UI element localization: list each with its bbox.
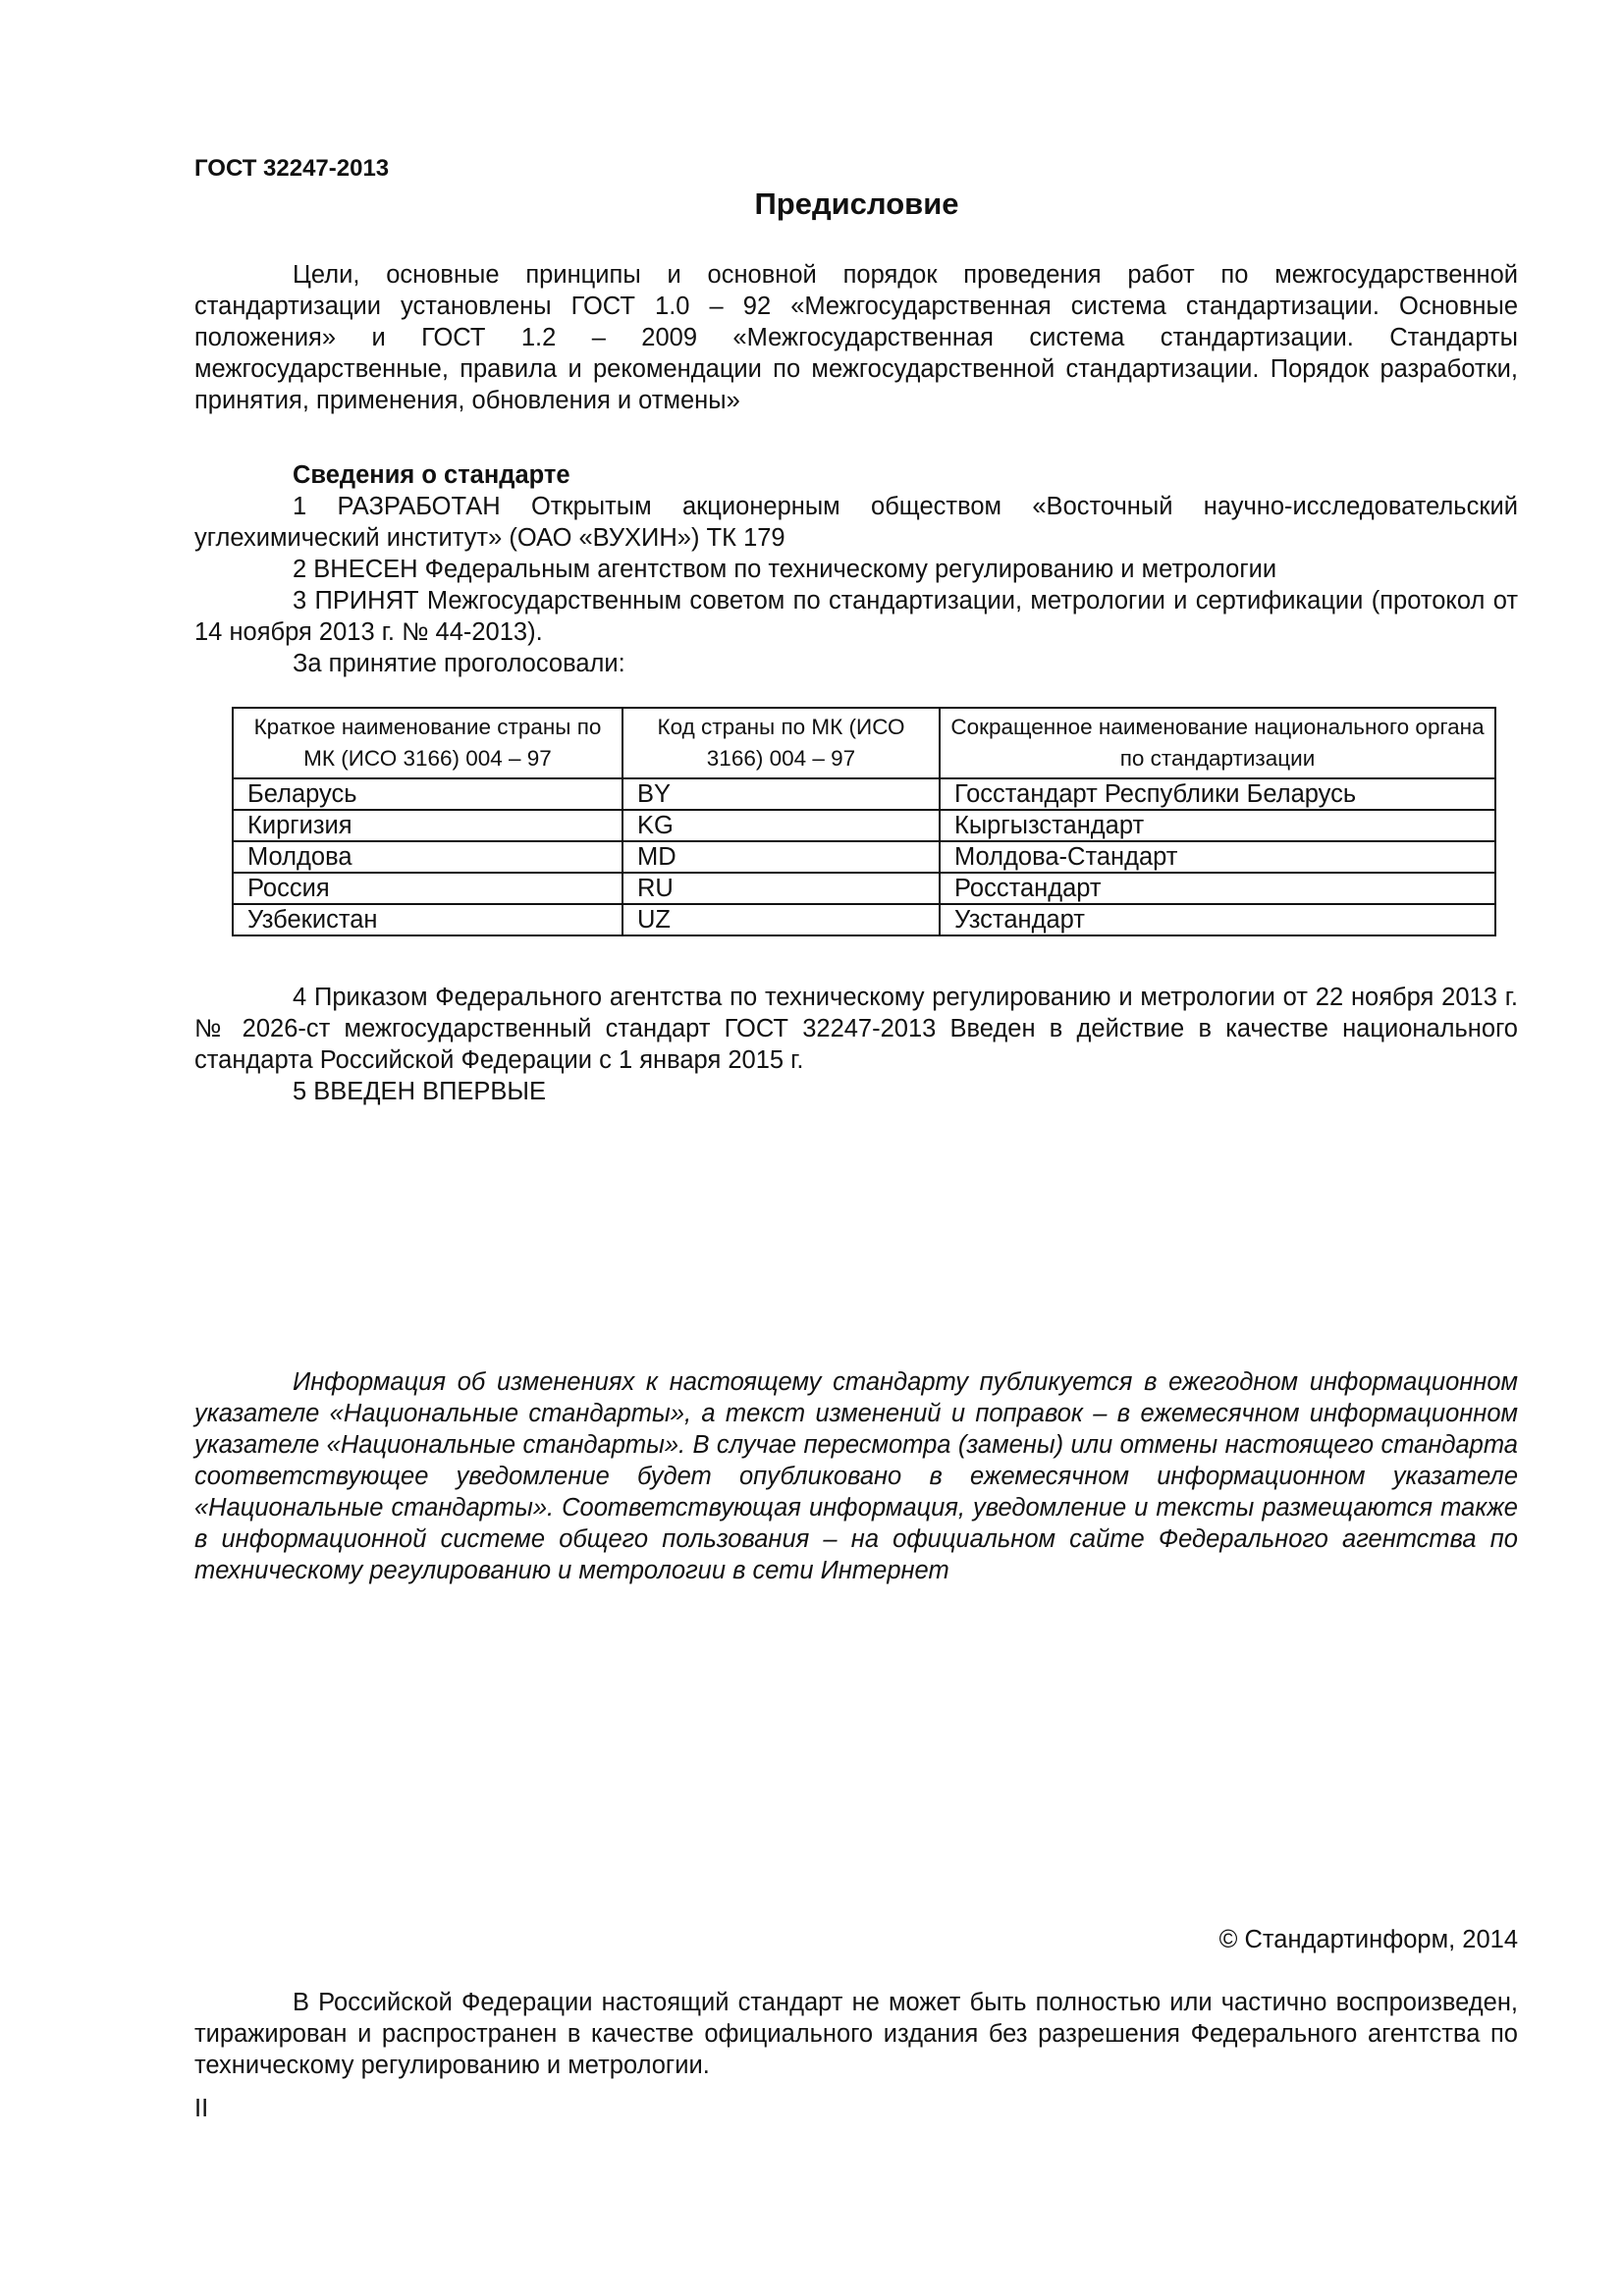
info-item-5: 5 ВВЕДЕН ВПЕРВЫЕ: [293, 1078, 547, 1105]
info-item-2: 2 ВНЕСЕН Федеральным агентством по техническому регулированию и метрологии: [293, 556, 1277, 583]
country-code: UZ: [622, 904, 940, 935]
standards-body: Молдова-Стандарт: [940, 841, 1495, 873]
country-name: Киргизия: [233, 810, 622, 841]
page-title: Предисловие: [754, 187, 959, 221]
table-header-row: [233, 708, 1495, 778]
country-code: BY: [622, 778, 940, 810]
standards-body: Росстандарт: [940, 873, 1495, 904]
gost-code: ГОСТ 32247-2013: [194, 155, 390, 182]
info-item-3: 3 ПРИНЯТ Межгосударственным советом по стандартизации, метрологии и сертификации (протокол от 14 ноября 2013 г. № 44-2013).: [194, 587, 1518, 646]
header-standards-body: Сокращенное наименование национального органа по стандартизации: [940, 708, 1495, 778]
standard-info-heading: Сведения о стандарте: [293, 461, 570, 489]
table-row: [233, 904, 1495, 935]
table-row: [233, 778, 1495, 810]
table-row: [233, 810, 1495, 841]
standards-body: Узстандарт: [940, 904, 1495, 935]
country-code: RU: [622, 873, 940, 904]
info-item-4: 4 Приказом Федерального агентства по техническому регулированию и метрологии от 22 ноября 2013 г. № 2026-ст межгосударственный стандарт ГОСТ 32247-2013 Введен в действие в качестве национального стандарта Российской Федерации с 1 января 2015 г.: [194, 984, 1518, 1074]
info-item-1: 1 РАЗРАБОТАН Открытым акционерным обществом «Восточный научно-исследовательский углехимический институт» (ОАО «ВУХИН») ТК 179: [194, 493, 1518, 552]
country-name: Россия: [233, 873, 622, 904]
changes-notice: Информация об изменениях к настоящему стандарту публикуется в ежегодном информационном указателе «Национальные стандарты», а текст изменений и поправок – в ежемесячном информационном указателе «Национальные стандарты». В случае пересмотра (замены) или отмены настоящего стандарта соответствующее уведомление будет опубликовано в ежемесячном информационном указателе «Национальные стандарты». Соответствующая информация, уведомление и тексты размещаются также в информационной системе общего пользования – на официальном сайте Федерального агентства по техническому регулированию и метрологии в сети Интернет: [194, 1368, 1518, 1584]
country-code: MD: [622, 841, 940, 873]
intro-paragraph: Цели, основные принципы и основной порядок проведения работ по межгосударственной стандартизации установлены ГОСТ 1.0 – 92 «Межгосударственная система стандартизации. Основные положения» и ГОСТ 1.2 – 2009 «Межгосударственная система стандартизации. Стандарты межгосударственные, правила и рекомендации по межгосударственной стандартизации. Порядок разработки, принятия, применения, обновления и отмены»: [194, 261, 1518, 414]
country-name: Беларусь: [233, 778, 622, 810]
country-name: Молдова: [233, 841, 622, 873]
voting-table: [232, 707, 1496, 936]
header-country-code: Код страны по МК (ИСО 3166) 004 – 97: [622, 708, 940, 778]
country-code: KG: [622, 810, 940, 841]
table-row: [233, 873, 1495, 904]
header-country-name: Краткое наименование страны по МК (ИСО 3166) 004 – 97: [233, 708, 622, 778]
country-name: Узбекистан: [233, 904, 622, 935]
standards-body: Кыргызстандарт: [940, 810, 1495, 841]
copyright: © Стандартинформ, 2014: [1218, 1926, 1518, 1953]
standards-body: Госстандарт Республики Беларусь: [940, 778, 1495, 810]
voted-label: За принятие проголосовали:: [293, 650, 625, 677]
table-row: [233, 841, 1495, 873]
page-number: II: [194, 2095, 209, 2122]
reproduction-notice: В Российской Федерации настоящий стандарт не может быть полностью или частично воспроизведен, тиражирован и распространен в качестве официального издания без разрешения Федерального агентства по техническому регулированию и метрологии.: [194, 1989, 1518, 2079]
